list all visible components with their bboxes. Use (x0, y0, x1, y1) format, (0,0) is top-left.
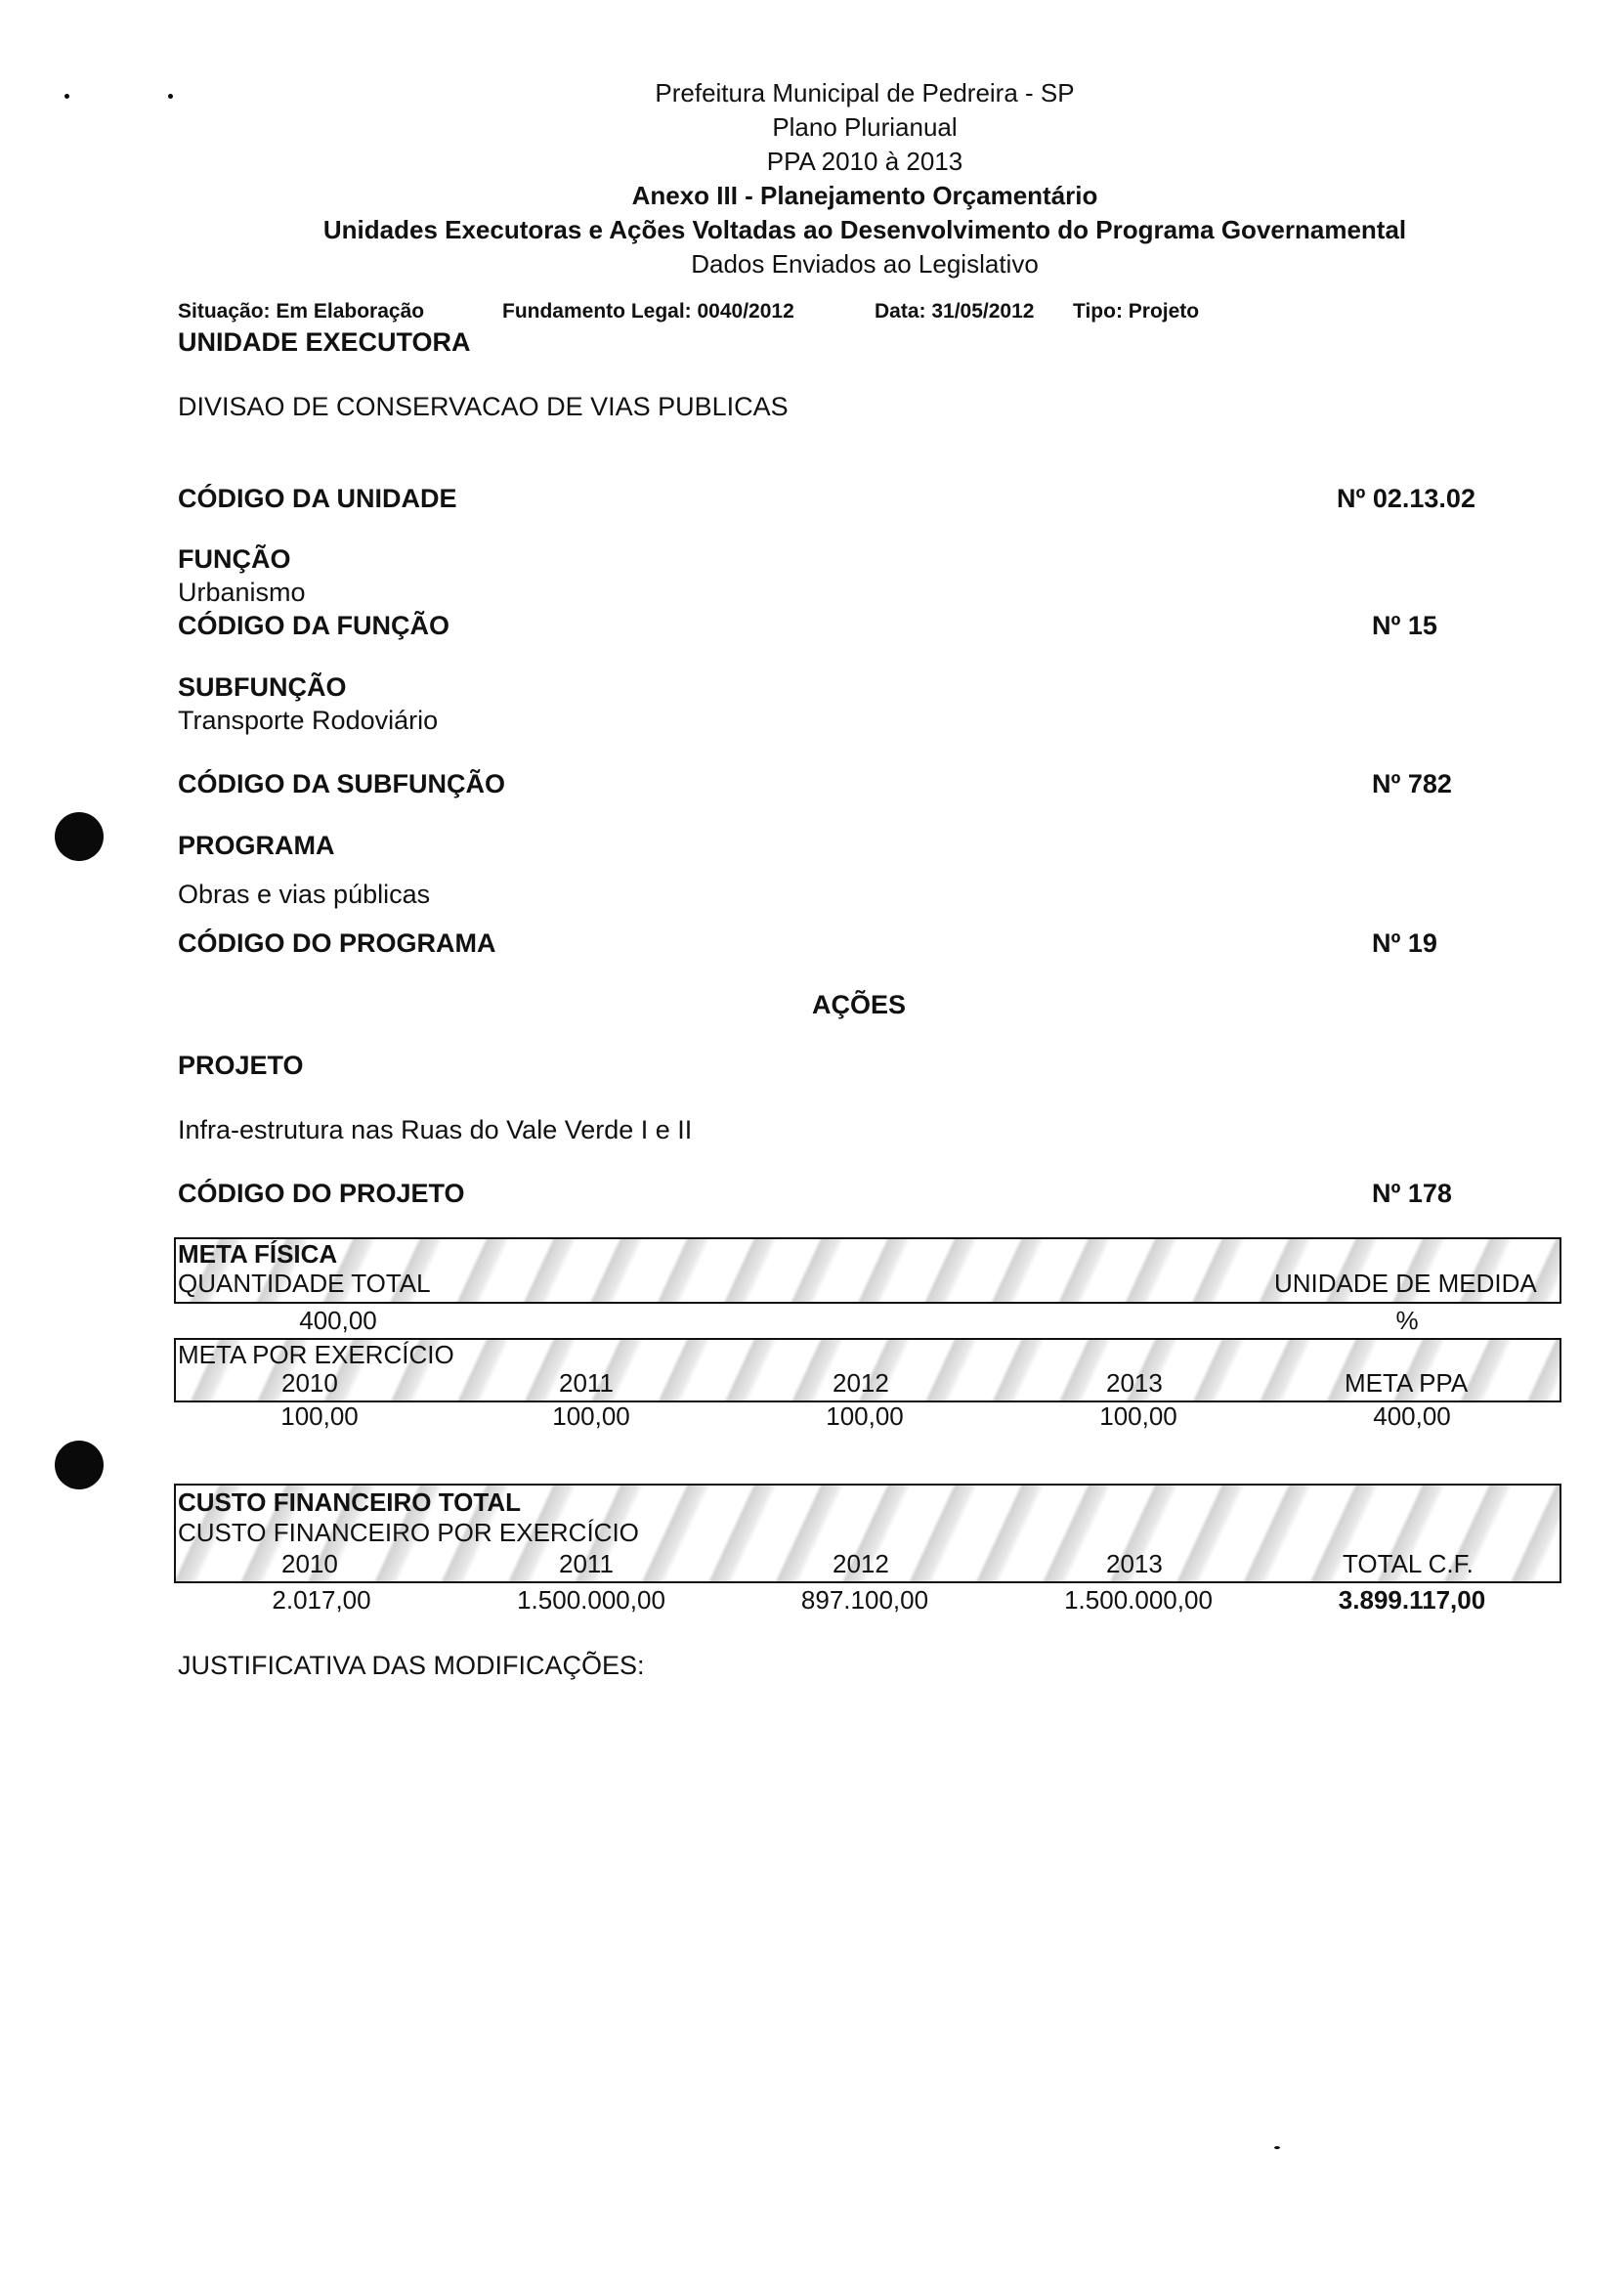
custo-value-2012: 897.100,00 (800, 1585, 929, 1615)
meta-value-2010: 100,00 (280, 1401, 359, 1431)
codigo-projeto-value: Nº 178 (1372, 1179, 1452, 1208)
custo-year-2013: 2013 (1106, 1549, 1163, 1578)
justificativa-label: JUSTIFICATIVA DAS MODIFICAÇÕES: (178, 1651, 645, 1680)
meta-por-exercicio-label: META POR EXERCÍCIO (178, 1340, 454, 1369)
custo-value-2011: 1.500.000,00 (517, 1585, 665, 1615)
programa-name: Obras e vias públicas (178, 880, 431, 909)
codigo-subfuncao-value: Nº 782 (1372, 769, 1452, 798)
meta-year-2010: 2010 (281, 1368, 338, 1398)
total-cf-label: TOTAL C.F. (1343, 1549, 1474, 1578)
status-situacao: Situação: Em Elaboração (178, 300, 425, 323)
scan-speck (1274, 2146, 1280, 2149)
custo-financeiro-box (174, 1484, 1561, 1583)
meta-fisica-title: META FÍSICA (178, 1239, 338, 1269)
meta-year-2011: 2011 (559, 1368, 614, 1398)
meta-value-2013: 100,00 (1099, 1401, 1177, 1431)
meta-value-2011: 100,00 (552, 1401, 630, 1431)
codigo-unidade-value: Nº 02.13.02 (1337, 484, 1475, 513)
plan-title: Plano Plurianual (772, 112, 958, 142)
document-date: Data: 31/05/2012 (875, 300, 1035, 323)
meta-ppa-value: 400,00 (1373, 1401, 1451, 1431)
report-subtitle: Dados Enviados ao Legislativo (691, 249, 1039, 279)
codigo-programa-value: Nº 19 (1372, 928, 1437, 958)
subfuncao-name: Transporte Rodoviário (178, 706, 439, 735)
subfuncao-label: SUBFUNÇÃO (178, 672, 347, 702)
unidade-medida-label: UNIDADE DE MEDIDA (1274, 1269, 1537, 1298)
total-cf-value: 3.899.117,00 (1338, 1585, 1486, 1615)
legal-basis: Fundamento Legal: 0040/2012 (502, 300, 794, 323)
codigo-programa-label: CÓDIGO DO PROGRAMA (178, 928, 496, 958)
meta-ppa-label: META PPA (1345, 1368, 1469, 1398)
custo-year-2011: 2011 (559, 1549, 614, 1578)
custo-value-2013: 1.500.000,00 (1064, 1585, 1213, 1615)
annex-title: Anexo III - Planejamento Orçamentário (631, 181, 1098, 210)
meta-value-2012: 100,00 (826, 1401, 904, 1431)
meta-por-exercicio-box (174, 1338, 1561, 1402)
meta-year-2012: 2012 (833, 1368, 889, 1398)
document-type: Tipo: Projeto (1073, 300, 1200, 323)
codigo-unidade-label: CÓDIGO DA UNIDADE (178, 484, 457, 513)
custo-financeiro-total-label: CUSTO FINANCEIRO TOTAL (178, 1487, 521, 1517)
codigo-projeto-label: CÓDIGO DO PROJETO (178, 1179, 465, 1208)
codigo-subfuncao-label: CÓDIGO DA SUBFUNÇÃO (178, 769, 505, 798)
projeto-name: Infra-estrutura nas Ruas do Vale Verde I e II (178, 1115, 693, 1144)
meta-fisica-box (174, 1237, 1561, 1304)
acoes-heading: AÇÕES (812, 990, 907, 1019)
meta-year-2013: 2013 (1106, 1368, 1163, 1398)
custo-year-2010: 2010 (281, 1549, 338, 1578)
quantidade-total-label: QUANTIDADE TOTAL (178, 1269, 431, 1298)
custo-value-2010: 2.017,00 (272, 1585, 371, 1615)
unidade-medida-value: % (1395, 1306, 1419, 1335)
funcao-label: FUNÇÃO (178, 544, 291, 574)
codigo-funcao-label: CÓDIGO DA FUNÇÃO (178, 611, 449, 640)
punch-hole-bottom (55, 1441, 104, 1489)
municipality-title: Prefeitura Municipal de Pedreira - SP (655, 78, 1075, 108)
custo-year-2012: 2012 (833, 1549, 889, 1578)
report-title: Unidades Executoras e Ações Voltadas ao Desenvolvimento do Programa Governamental (322, 215, 1407, 244)
codigo-funcao-value: Nº 15 (1372, 611, 1437, 640)
document-header (0, 76, 1624, 281)
unidade-executora-name: DIVISAO DE CONSERVACAO DE VIAS PUBLICAS (178, 392, 789, 421)
projeto-label: PROJETO (178, 1051, 304, 1080)
funcao-name: Urbanismo (178, 578, 306, 607)
punch-hole-top (55, 812, 104, 861)
programa-label: PROGRAMA (178, 831, 335, 860)
unidade-executora-label: UNIDADE EXECUTORA (178, 327, 471, 357)
quantidade-total-value: 400,00 (299, 1306, 377, 1335)
ppa-period: PPA 2010 à 2013 (766, 147, 963, 176)
custo-por-exercicio-label: CUSTO FINANCEIRO POR EXERCÍCIO (178, 1518, 639, 1547)
